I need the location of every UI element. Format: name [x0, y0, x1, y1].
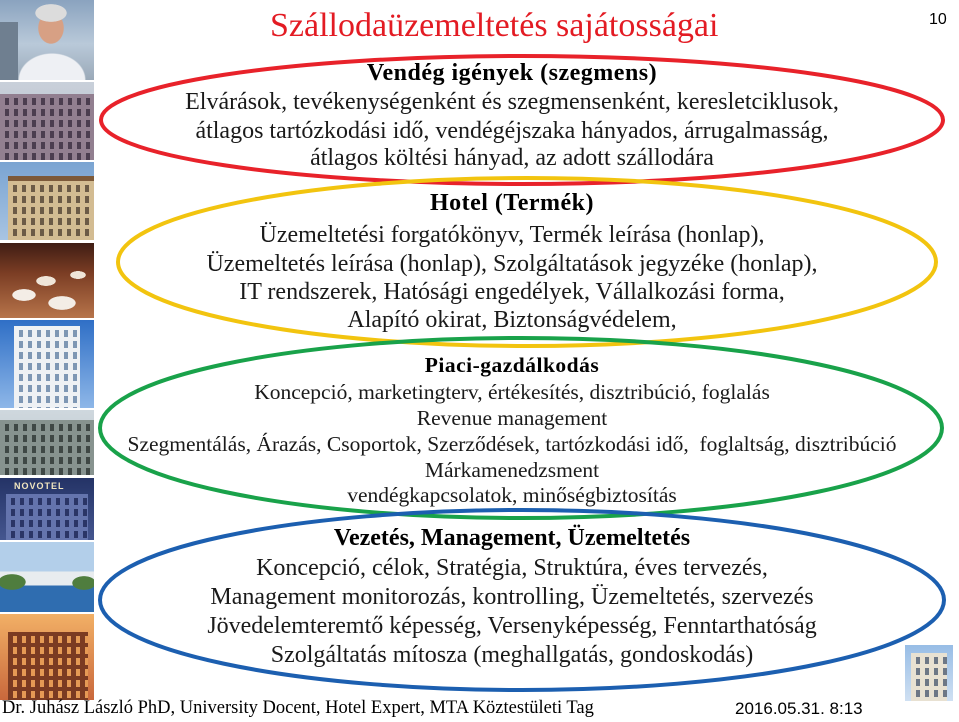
- hotel-product-line: Alapító okirat, Biztonságvédelem,: [347, 307, 677, 333]
- market-management-line: Szegmentálás, Árazás, Csoportok, Szerződések, tartózkodási idő, foglaltság, disztribúció: [127, 432, 897, 456]
- leadership-line: Management monitorozás, kontrolling, Üzemeltetés, szervezés: [210, 584, 814, 610]
- hotel-facade: [8, 632, 88, 700]
- market-management-line: vendégkapcsolatok, minőségbiztosítás: [347, 483, 677, 507]
- market-management-heading: Piaci-gazdálkodás: [424, 353, 600, 377]
- hotel-product-line: Üzemeltetési forgatókönyv, Termék leírása (honlap),: [259, 222, 765, 248]
- hotel-photo: [0, 478, 94, 540]
- hotel-product-heading: Hotel (Termék): [429, 190, 595, 216]
- slide-title: Szállodaüzemeltetés sajátosságai: [270, 7, 719, 44]
- market-management-line: Koncepció, marketingterv, értékesítés, disztribúció, foglalás: [254, 380, 770, 404]
- hotel-facade: [0, 420, 94, 475]
- hotel-facade: [8, 176, 94, 240]
- guest-needs-line: átlagos költési hányad, az adott szállodára: [310, 145, 714, 171]
- hotel-photo: [0, 82, 94, 160]
- photo-background-building: [0, 22, 18, 80]
- page-number: 10: [929, 11, 947, 28]
- leadership-line: Koncepció, célok, Stratégia, Struktúra, éves tervezés,: [256, 555, 768, 581]
- leadership-line: Jövedelemteremtő képesség, Versenyképesség, Fenntarthatóság: [207, 613, 817, 639]
- portrait-photo: [0, 0, 94, 80]
- hotel-photo: [0, 614, 94, 700]
- hotel-photo: [0, 162, 94, 240]
- restaurant-photo: [0, 243, 94, 318]
- guest-needs-line: Elvárások, tevékenységenként és szegmensenként, keresletciklusok,: [185, 89, 839, 115]
- hotel-product-line: IT rendszerek, Hatósági engedélyek, Vállalkozási forma,: [239, 279, 785, 305]
- hotel-photo: [0, 410, 94, 475]
- hotel-product-line: Üzemeltetés leírása (honlap), Szolgáltatások jegyzéke (honlap),: [206, 251, 818, 277]
- hotel-facade: [6, 494, 88, 540]
- leadership-line: Szolgáltatás mítosza (meghallgatás, gondoskodás): [270, 642, 754, 668]
- leadership-heading: Vezetés, Management, Üzemeltetés: [333, 525, 691, 551]
- market-management-line: Márkamenedzsment: [424, 458, 600, 482]
- guest-needs-heading: Vendég igények (szegmens): [366, 60, 658, 86]
- hotel-sign: NOVOTEL: [14, 481, 65, 491]
- hotel-photo: [0, 320, 94, 408]
- footer-author: Dr. Juhász László PhD, University Docent, Hotel Expert, MTA Köztestületi Tag: [2, 698, 594, 718]
- footer-date: 2016.05.31. 8:13: [735, 699, 863, 718]
- guest-needs-line: átlagos tartózkodási idő, vendégéjszaka hányados, árrugalmasság,: [195, 118, 829, 144]
- lake-hotel-photo: [0, 542, 94, 612]
- hotel-facade: [14, 326, 80, 408]
- hotel-facade: [0, 94, 94, 160]
- market-management-line: Revenue management: [416, 406, 608, 430]
